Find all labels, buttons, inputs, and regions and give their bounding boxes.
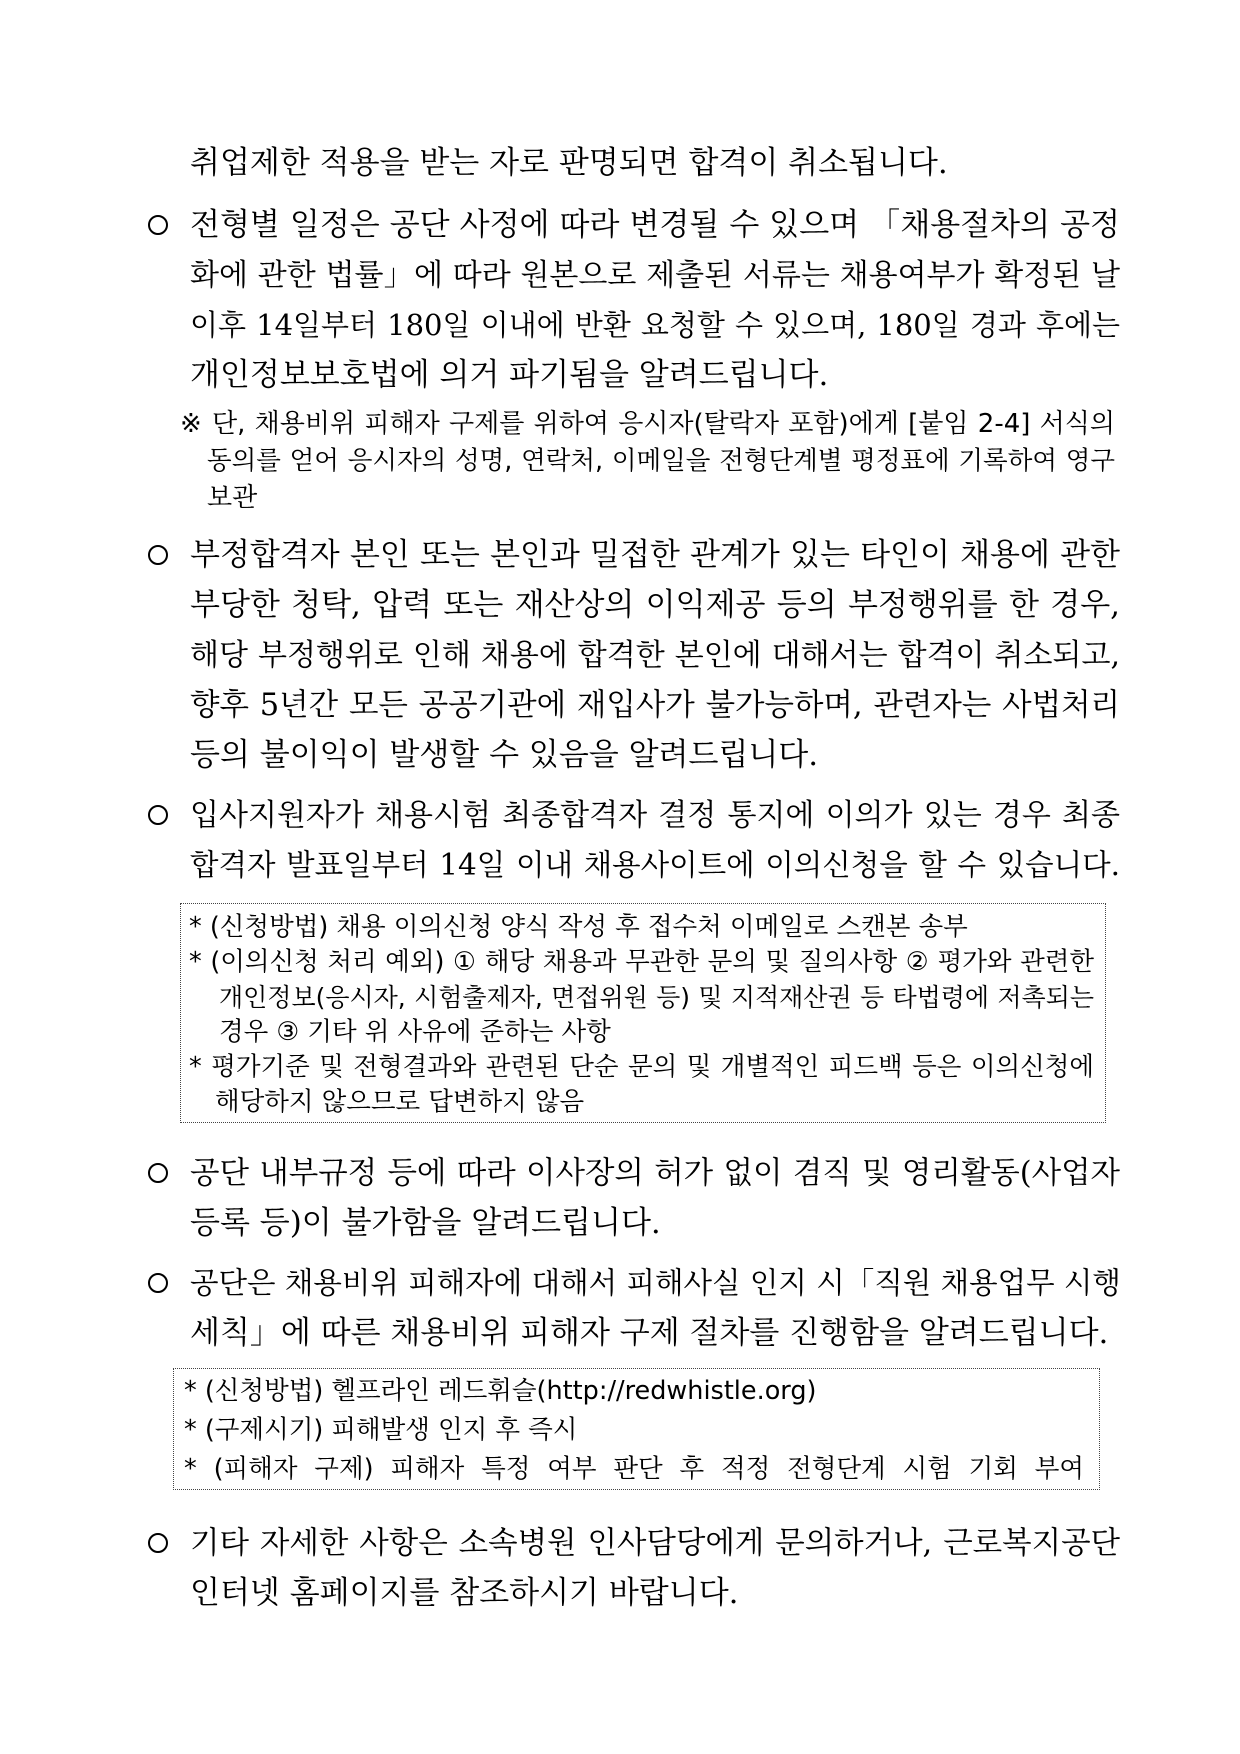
section-1-note-line-1: ※ 단, 채용비위 피해자 구제를 위하여 응시자(탈락자 포함)에게 [붙임 2-4] 서식의: [180, 409, 1115, 439]
relief-note-box: [173, 1368, 1100, 1490]
box-row: * (구제시기) 피해발생 인지 후 즉시: [184, 1415, 578, 1445]
box-row: * (이의신청 처리 예외) ① 해당 채용과 무관한 문의 및 질의사항 ② 평가와 관련한: [189, 947, 1094, 977]
bullet-icon: [148, 790, 184, 841]
box-row: * (피해자 구제) 피해자 특정 여부 판단 후 적정 전형단계 시험 기회 부여: [184, 1454, 1084, 1484]
bullet-icon: [148, 1258, 184, 1309]
section-1-line-4: 개인정보보호법에 의거 파기됨을 알려드립니다.: [190, 357, 829, 393]
section-2-line-4: 향후 5년간 모든 공공기관에 재입사가 불가능하며, 관련자는 사법처리: [190, 688, 1120, 723]
section-4-line-1: 공단 내부규정 등에 따라 이사장의 허가 없이 겸직 및 영리활동(사업자: [190, 1156, 1120, 1191]
section-1-line-3: 이후 14일부터 180일 이내에 반환 요청할 수 있으며, 180일 경과 후에는: [190, 308, 1120, 342]
box-row: 경우 ③ 기타 위 사유에 준하는 사항: [219, 1017, 611, 1047]
section-5-line-2: 세칙」에 따른 채용비위 피해자 구제 절차를 진행함을 알려드립니다.: [190, 1315, 1109, 1351]
section-3-line-2: 합격자 발표일부터 14일 이내 채용사이트에 이의신청을 할 수 있습니다.: [190, 848, 1120, 882]
section-1-note-line-3: 보관: [207, 483, 258, 513]
box-row: 해당하지 않으므로 답변하지 않음: [215, 1087, 585, 1117]
section-2-line-3: 해당 부정행위로 인해 채용에 합격한 본인에 대해서는 합격이 취소되고,: [190, 638, 1120, 673]
bullet-icon: [148, 1518, 184, 1569]
bullet-icon: [148, 1148, 184, 1199]
bullet-icon: [148, 200, 184, 251]
box-row: 개인정보(응시자, 시험출제자, 면접위원 등) 및 지적재산권 등 타법령에 저촉되는: [219, 983, 1094, 1012]
intro-line: 취업제한 적용을 받는 자로 판명되면 합격이 취소됩니다.: [190, 145, 948, 181]
section-3-line-1: 입사지원자가 채용시험 최종합격자 결정 통지에 이의가 있는 경우 최종: [190, 798, 1120, 833]
bullet-icon: [148, 530, 184, 581]
section-2-line-2: 부당한 청탁, 압력 또는 재산상의 이익제공 등의 부정행위를 한 경우,: [190, 587, 1120, 623]
section-4-line-2: 등록 등)이 불가함을 알려드립니다.: [190, 1205, 661, 1241]
objection-note-box: [180, 903, 1106, 1123]
section-5-line-1: 공단은 채용비위 피해자에 대해서 피해사실 인지 시「직원 채용업무 시행: [190, 1266, 1121, 1300]
section-1-line-1: 전형별 일정은 공단 사정에 따라 변경될 수 있으며 「채용절차의 공정: [190, 207, 1120, 243]
box-row: * (신청방법) 헬프라인 레드휘슬(http://redwhistle.org): [184, 1376, 817, 1406]
section-6-line-1: 기타 자세한 사항은 소속병원 인사담당에게 문의하거나, 근로복지공단: [190, 1526, 1120, 1561]
section-2-line-1: 부정합격자 본인 또는 본인과 밀접한 관계가 있는 타인이 채용에 관한: [190, 537, 1120, 573]
section-1-note-line-2: 동의를 얻어 응시자의 성명, 연락처, 이메일을 전형단계별 평정표에 기록하여 영구: [207, 446, 1115, 476]
section-1-line-2: 화에 관한 법률」에 따라 원본으로 제출된 서류는 채용여부가 확정된 날: [190, 258, 1120, 293]
box-row: * (신청방법) 채용 이의신청 양식 작성 후 접수처 이메일로 스캔본 송부: [189, 912, 968, 942]
box-row: * 평가기준 및 전형결과와 관련된 단순 문의 및 개별적인 피드백 등은 이의신청에: [189, 1052, 1094, 1082]
section-6-line-2: 인터넷 홈페이지를 참조하시기 바랍니다.: [190, 1575, 739, 1611]
section-2-line-5: 등의 불이익이 발생할 수 있음을 알려드립니다.: [190, 737, 819, 773]
